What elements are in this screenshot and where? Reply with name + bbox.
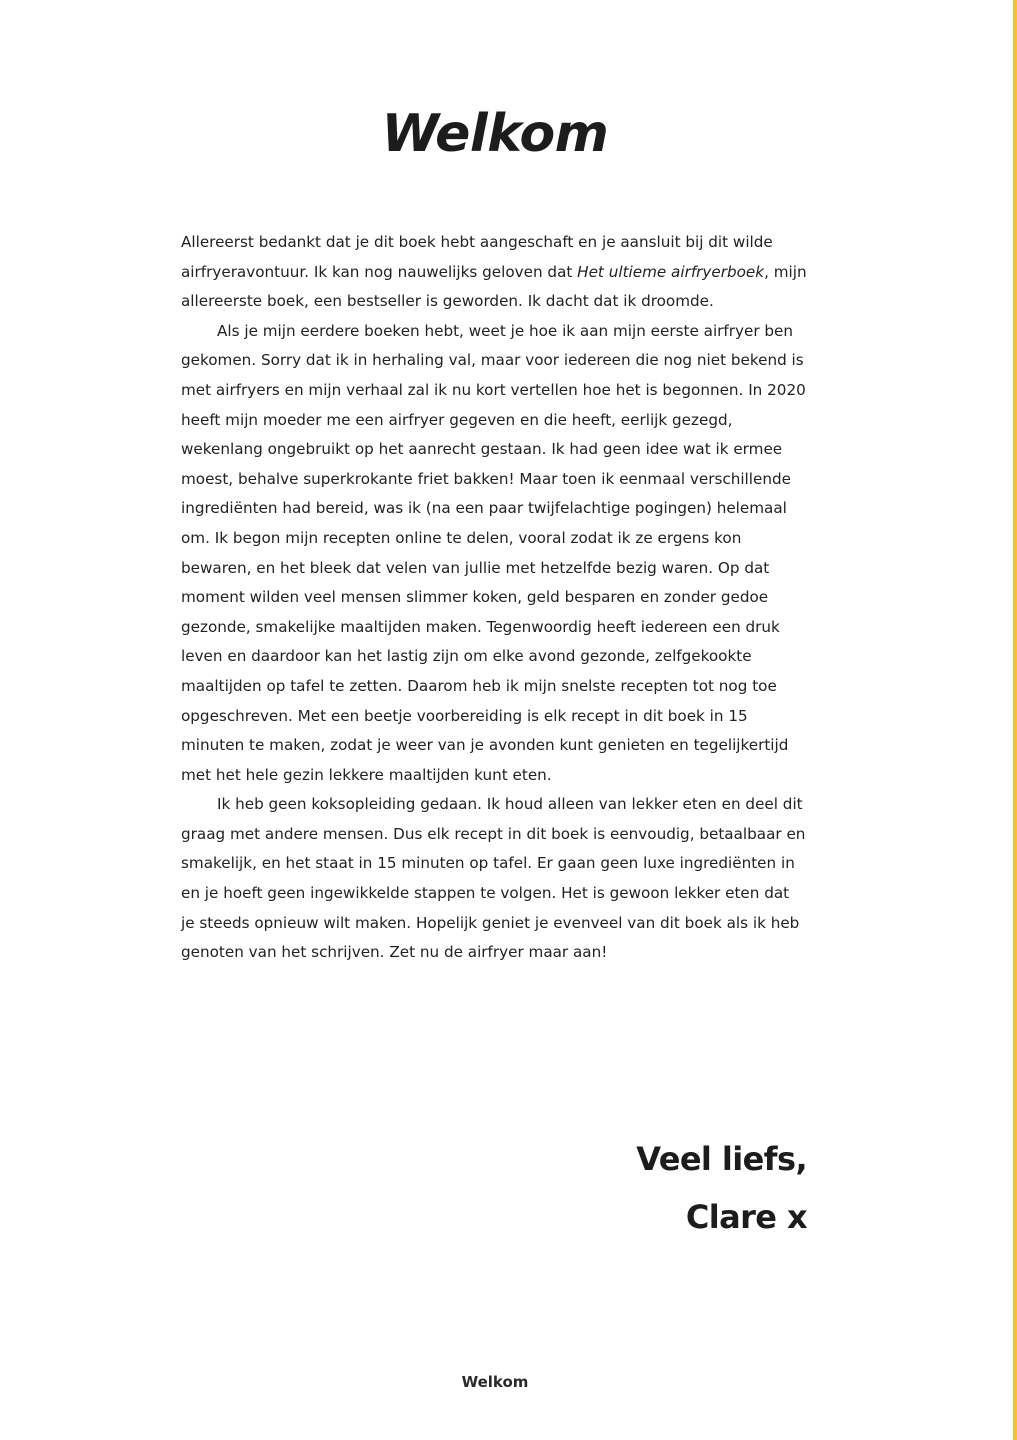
paragraph-2: Als je mijn eerdere boeken hebt, weet je hoe ik aan mijn eerste airfryer ben gekomen. Sorry dat ik in herhaling val, maar voor iedereen die nog niet bekend is met airfryers en mijn verhaal zal ik nu kort vertellen hoe het is begonnen. In 2020 heeft mijn moeder me een airfryer gegeven en die heeft, eerlijk gezegd, wekenlang ongebruikt op het aanrecht gestaan. Ik had geen idee wat ik ermee moest, behalve superkrokante friet bakken! Maar toen ik eenmaal verschillende ingrediënten had bereid, was ik (na een paar twijfelachtige pogingen) helemaal om. Ik begon mijn recepten online te delen, vooral zodat ik ze ergens kon bewaren, en het bleek dat velen van jullie met hetzelfde bezig waren. Op dat moment wilden veel mensen slimmer koken, geld besparen en zonder gedoe gezonde, smakelijke maaltijden maken. Tegenwoordig heeft iedereen een druk leven en daardoor kan het lastig zijn om elke avond gezonde, zelfgekookte maaltijden op tafel te zetten. Daarom heb ik mijn snelste recepten tot nog toe opgeschreven. Met een beetje voorbereiding is elk recept in dit boek in 15 minuten te maken, zodat je weer van je avonden kunt genieten en tegelijkertijd met het hele gezin lekkere maaltijden kunt eten. <box>181 321 806 784</box>
paragraph-3: Ik heb geen koksopleiding gedaan. Ik houd alleen van lekker eten en deel dit graag met andere mensen. Dus elk recept in dit boek is eenvoudig, betaalbaar en smakelijk, en het staat in 15 minuten op tafel. Er gaan geen luxe ingrediënten in en je hoeft geen ingewikkelde stappen te volgen. Het is gewoon lekker eten dat je steeds opnieuw wilt maken. Hopelijk geniet je evenveel van dit boek als ik heb genoten van het schrijven. Zet nu de airfryer maar aan! <box>181 795 806 962</box>
paragraph-1-end: , mijn allereerste boek, een bestseller is geworden. Ik dacht dat ik droomde. <box>181 262 807 311</box>
running-footer: Welkom <box>461 1373 529 1391</box>
page-edge-accent <box>1013 0 1017 1440</box>
signoff-greeting: Veel liefs, <box>636 1140 807 1178</box>
book-title-italic: Het ultieme airfryerboek <box>577 262 765 281</box>
signoff-name: Clare x <box>685 1198 807 1236</box>
paragraph-1 <box>181 228 807 317</box>
page-title: Welkom <box>381 104 609 164</box>
body-text <box>181 228 807 968</box>
signoff <box>636 1130 807 1246</box>
paragraph-1-start: Allereerst bedankt dat je dit boek hebt aangeschaft en je aansluit bij dit wilde airfryeravontuur. Ik kan nog nauwelijks geloven dat <box>181 233 773 281</box>
